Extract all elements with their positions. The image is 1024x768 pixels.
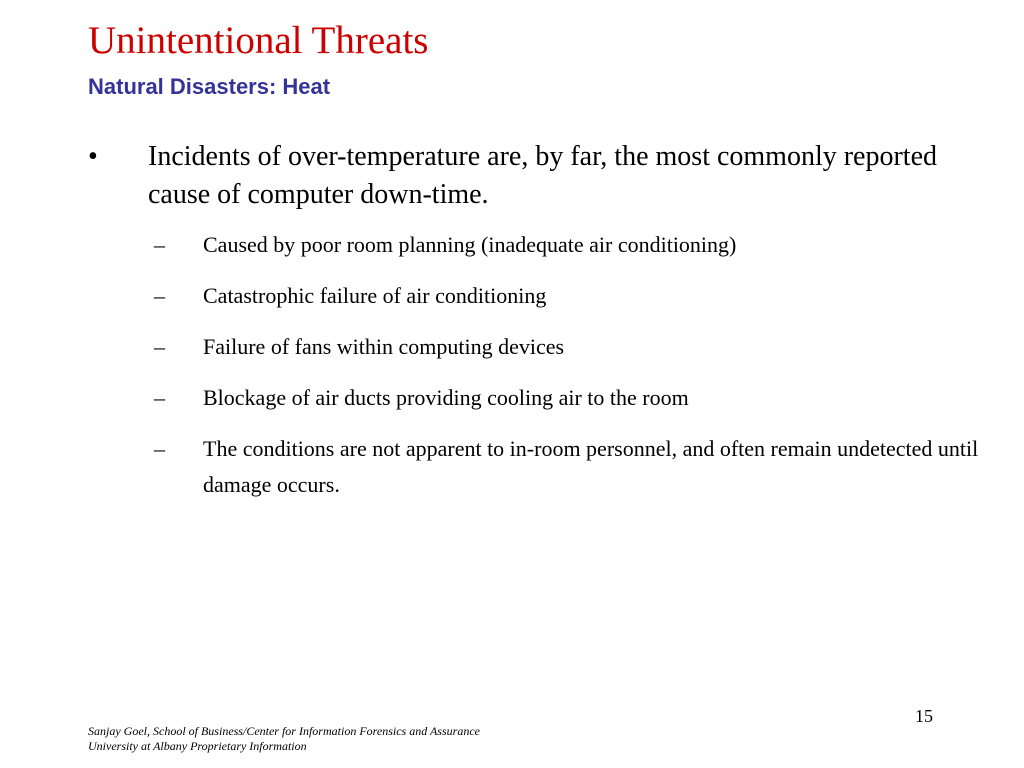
dash-icon: – [154, 385, 165, 410]
bullet-icon: • [88, 141, 98, 172]
page-number: 15 [915, 706, 933, 726]
dash-icon: – [154, 334, 165, 359]
sub-bullet-item [88, 329, 988, 365]
main-bullet-text: Incidents of over-temperature are, by far, the most commonly reported cause of computer down-time. [148, 141, 938, 210]
sub-bullet-text: Caused by poor room planning (inadequate air conditioning) [203, 232, 737, 257]
slide-title: Unintentional Threats [88, 19, 429, 62]
sub-bullet-text: Failure of fans within computing devices [203, 334, 565, 359]
sub-bullet-item [88, 278, 988, 314]
slide-content [88, 138, 988, 503]
slide-footer [88, 724, 480, 754]
sub-bullet-item [88, 431, 988, 503]
sub-bullet-item [88, 380, 988, 416]
dash-icon: – [154, 283, 165, 308]
sub-bullet-item [88, 227, 988, 263]
sub-bullet-text: Catastrophic failure of air conditioning [203, 283, 547, 308]
dash-icon: – [154, 232, 165, 257]
sub-bullet-text: Blockage of air ducts providing cooling air to the room [203, 385, 689, 410]
footer-line-notice: University at Albany Proprietary Information [88, 739, 307, 753]
footer-line-author: Sanjay Goel, School of Business/Center for Information Forensics and Assurance [88, 724, 480, 738]
dash-icon: – [154, 436, 165, 461]
sub-bullet-text: The conditions are not apparent to in-room personnel, and often remain undetected until damage occurs. [203, 436, 979, 497]
slide-subtitle: Natural Disasters: Heat [88, 74, 331, 99]
sub-bullet-list [88, 227, 988, 503]
main-bullet [88, 138, 988, 214]
